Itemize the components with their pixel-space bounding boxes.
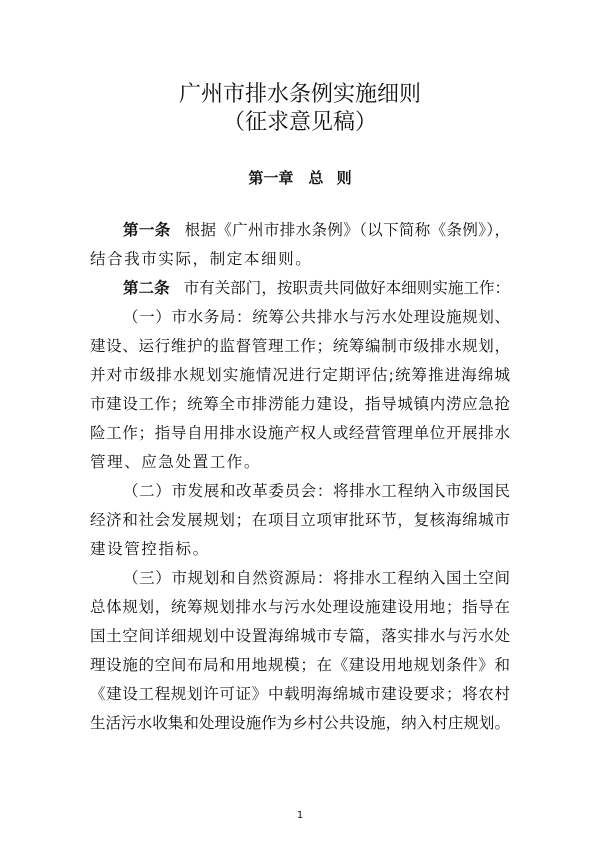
line-text: 《建设工程规划许可证》中载明海绵城市建设要求；将农村	[90, 685, 510, 703]
document-body	[90, 216, 510, 738]
chapter-heading: 第一章 总 则	[248, 169, 352, 187]
text-line	[90, 303, 510, 332]
line-text: 国土空间详细规划中设置海绵城市专篇，落实排水与污水处	[90, 627, 510, 645]
article-label: 第二条	[123, 279, 170, 297]
text-line	[90, 593, 510, 622]
text-line	[90, 622, 510, 651]
text-line	[90, 274, 510, 303]
page-number: 1	[296, 810, 304, 821]
text-line	[90, 245, 510, 274]
line-text: 并对市级排水规划实施情况进行定期评估;统筹推进海绵城	[90, 366, 510, 384]
text-line	[90, 419, 510, 448]
line-text: 总体规划，统筹规划排水与污水处理设施建设用地；指导在	[90, 598, 510, 616]
text-line	[90, 535, 510, 564]
line-text: 理设施的空间布局和用地规模；在《建设用地规划条件》和	[90, 656, 510, 674]
text-line	[90, 332, 510, 361]
text-line	[90, 361, 510, 390]
text-line	[90, 477, 510, 506]
text-line	[90, 390, 510, 419]
line-text: 建设、运行维护的监督管理工作；统筹编制市级排水规划，	[90, 337, 510, 355]
line-text: （一）市水务局：统筹公共排水与污水处理设施规划、	[123, 308, 510, 326]
text-line	[90, 216, 510, 245]
text-line	[90, 651, 510, 680]
document-subtitle: （征求意见稿）	[222, 110, 377, 135]
line-text: 根据《广州市排水条例》（以下简称《条例》），	[184, 221, 510, 239]
line-text: 管理、应急处置工作。	[90, 453, 262, 471]
text-line	[90, 680, 510, 709]
article-label: 第一条	[123, 221, 171, 239]
line-text: 结合我市实际，制定本细则。	[90, 250, 313, 268]
line-text: （三）市规划和自然资源局：将排水工程纳入国土空间	[123, 569, 510, 587]
text-line	[90, 709, 510, 738]
line-text: 经济和社会发展规划；在项目立项审批环节，复核海绵城市	[90, 511, 510, 529]
text-line	[90, 448, 510, 477]
line-text: 建设管控指标。	[90, 540, 210, 558]
line-text: 生活污水收集和处理设施作为乡村公共设施，纳入村庄规划。	[90, 714, 510, 732]
line-text: 市建设工作；统筹全市排涝能力建设，指导城镇内涝应急抢	[90, 395, 510, 413]
line-text: （二）市发展和改革委员会：将排水工程纳入市级国民	[123, 482, 510, 500]
text-line	[90, 564, 510, 593]
text-line	[90, 506, 510, 535]
line-text: 市有关部门，按职责共同做好本细则实施工作：	[183, 279, 510, 297]
line-text: 险工作；指导自用排水设施产权人或经营管理单位开展排水	[90, 424, 510, 442]
document-title: 广州市排水条例实施细则	[178, 82, 421, 107]
